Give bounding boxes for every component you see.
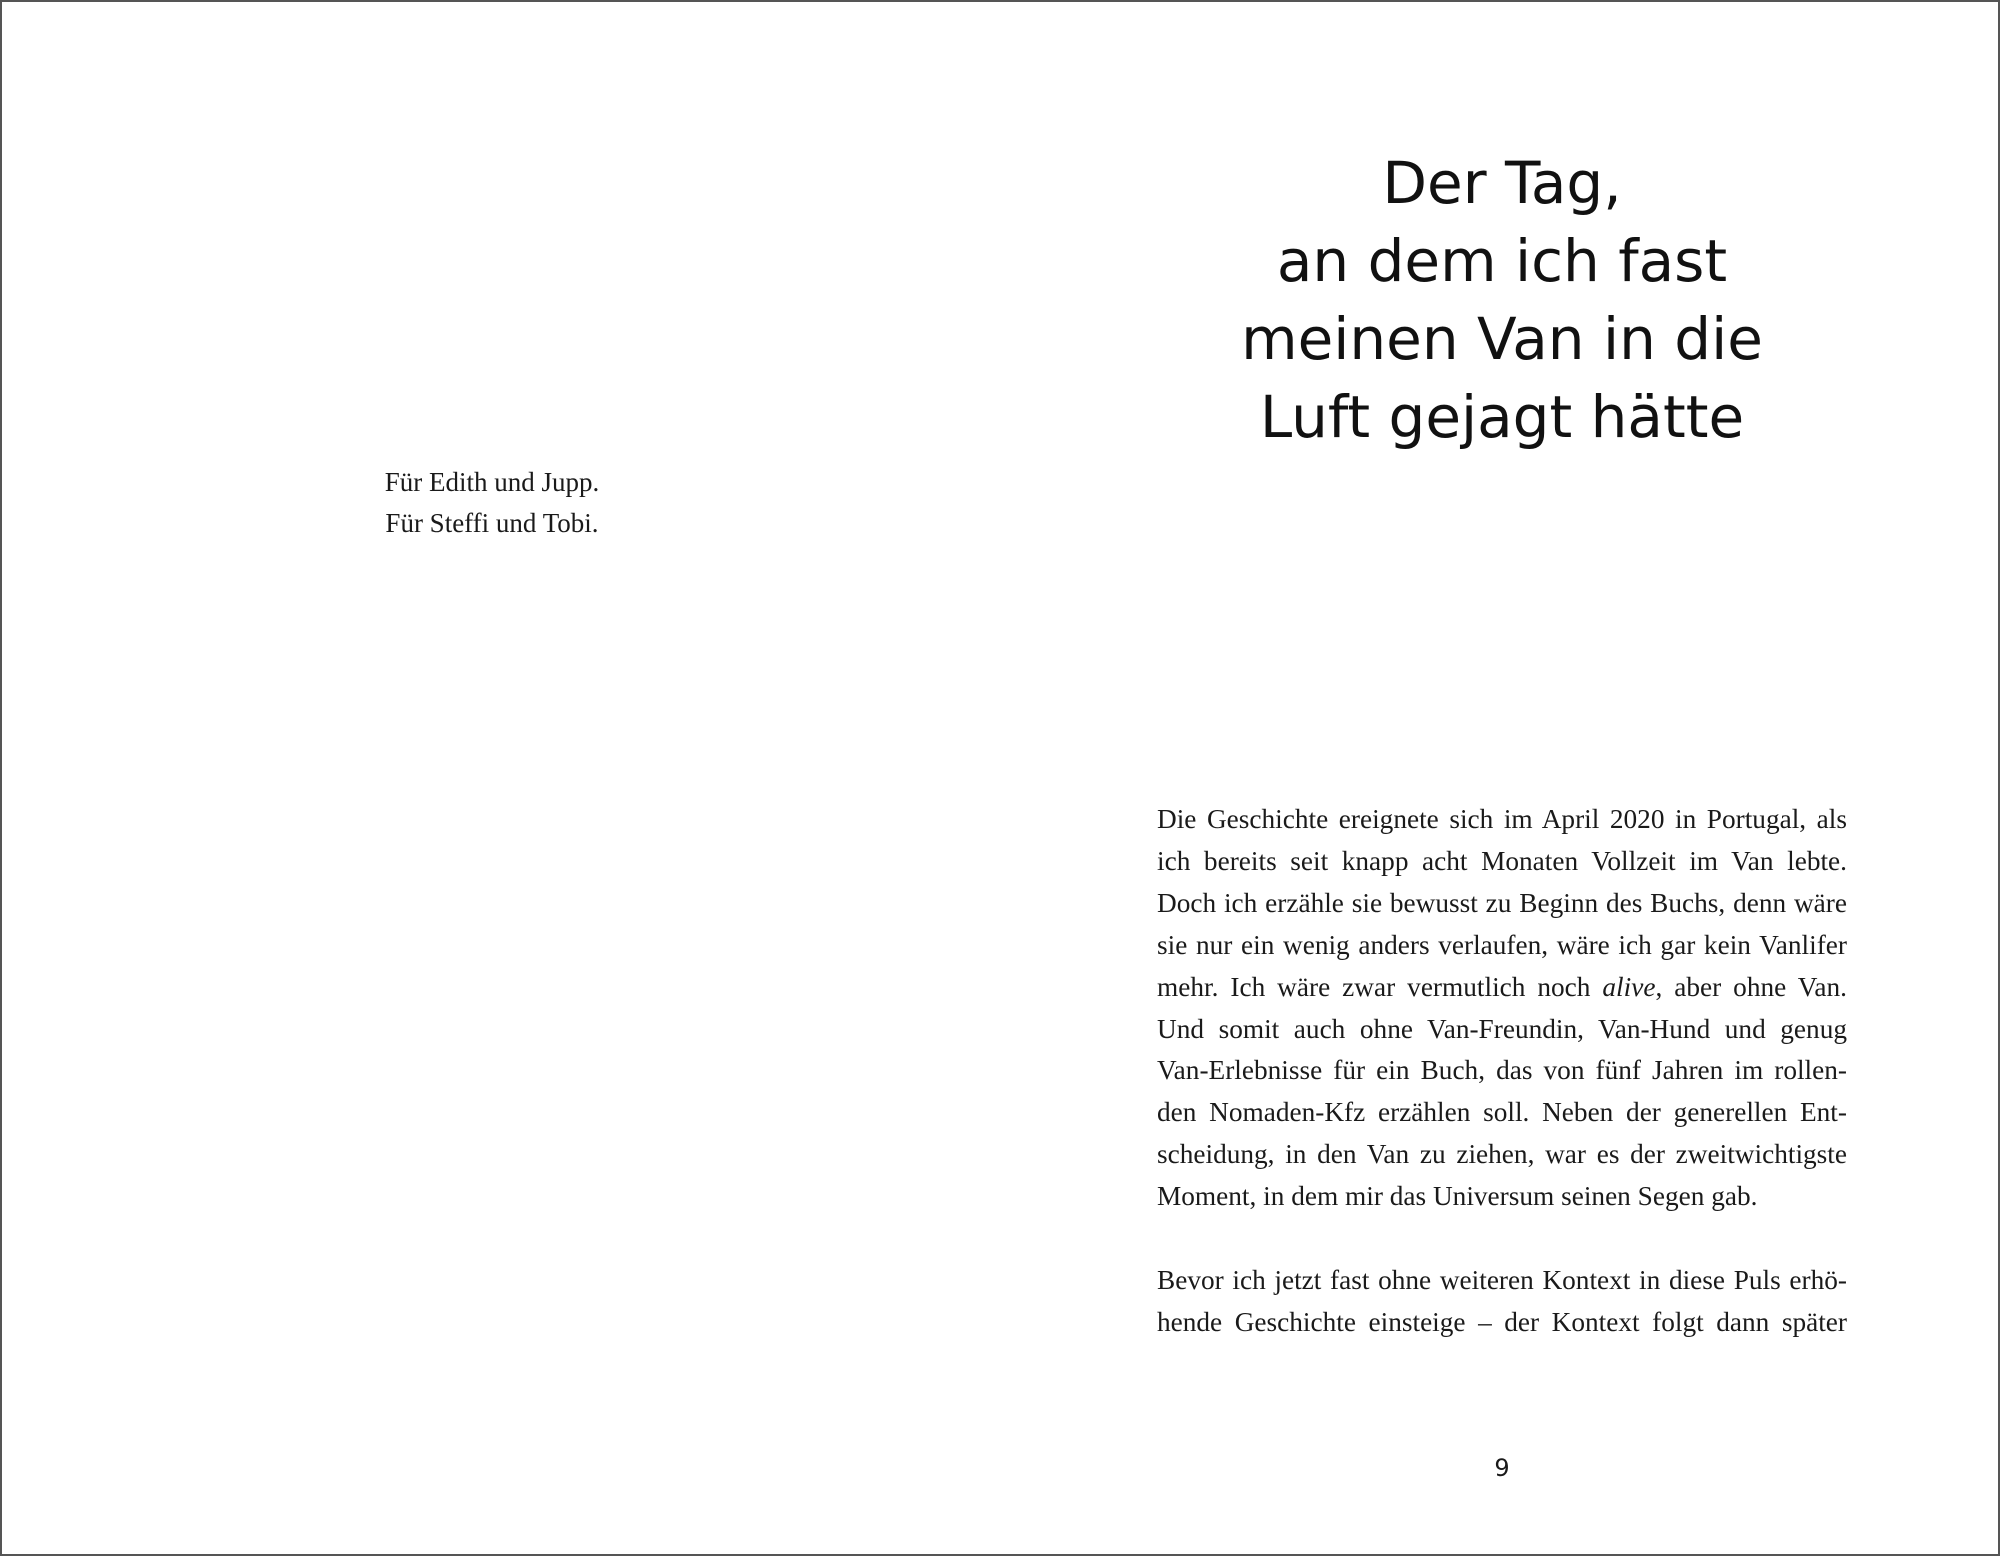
text-line: Van-Erlebnisse für ein Buch, das von fünf Jahren im rollen- [1157,1055,1847,1086]
italic-word: alive [1602,971,1656,1002]
text-line [1157,967,1847,1009]
text-segment: , aber ohne Van. [1655,971,1847,1002]
paragraph [1157,799,1847,1218]
body-text [1157,799,1847,1344]
text-line: scheidung, in den Van zu ziehen, war es der zweitwichtigste [1157,1139,1847,1170]
text-line: Bevor ich jetzt fast ohne weiteren Kontext in diese Puls erhö- [1157,1265,1847,1296]
text-line: ich bereits seit knapp acht Monaten Vollzeit im Van lebte. [1157,845,1847,876]
text-line: Und somit auch ohne Van-Freundin, Van-Hund und genug [1157,1013,1847,1044]
paragraph [1157,1260,1847,1344]
text-line: Die Geschichte ereignete sich im April 2020 in Portugal, als [1157,804,1847,834]
dedication-line: Für Edith und Jupp. [384,467,600,497]
dedication-line: Für Steffi und Tobi. [385,508,599,538]
text-line: Moment, in dem mir das Universum seinen Segen gab. [1157,1181,1758,1212]
dedication [292,462,692,544]
text-line: Doch ich erzähle sie bewusst zu Beginn des Buchs, denn wäre [1157,887,1847,918]
chapter-title-line: Luft gejagt hätte [1259,383,1745,451]
page-number: 9 [1494,1454,1510,1482]
text-line: den Nomaden-Kfz erzählen soll. Neben der generellen Ent- [1157,1097,1847,1128]
chapter-title-line: meinen Van in die [1241,305,1763,373]
text-line: sie nur ein wenig anders verlaufen, wäre ich gar kein Vanlifer [1157,929,1847,960]
chapter-title [1102,144,1902,456]
chapter-title-line: Der Tag, [1382,149,1622,217]
chapter-title-line: an dem ich fast [1276,227,1728,295]
text-line: hende Geschichte einsteige – der Kontext folgt dann später [1157,1306,1847,1337]
text-segment: mehr. Ich wäre zwar vermutlich noch [1157,971,1603,1002]
